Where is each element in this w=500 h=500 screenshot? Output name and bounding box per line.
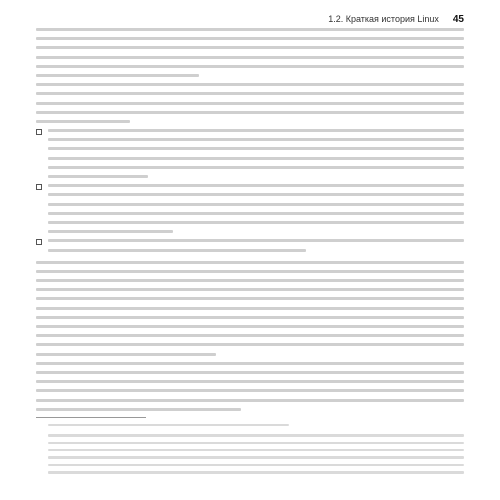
footnote-divider	[36, 417, 146, 418]
list-item	[36, 129, 464, 184]
checkbox-bullet-icon	[36, 129, 42, 135]
footnote-marker	[36, 424, 42, 431]
running-header	[36, 14, 464, 28]
page-number: 45	[452, 14, 464, 25]
footnote	[36, 424, 464, 431]
checkbox-bullet-icon	[36, 184, 42, 190]
bullet-list	[36, 129, 464, 258]
paragraph	[36, 28, 464, 77]
running-header-title: 1.2. Краткая история Linux	[328, 14, 439, 24]
paragraph	[36, 261, 464, 356]
footnote	[36, 434, 464, 478]
list-item	[36, 239, 464, 257]
footnote-marker	[36, 434, 42, 478]
list-item	[36, 184, 464, 239]
paragraph	[36, 83, 464, 123]
checkbox-bullet-icon	[36, 239, 42, 245]
paragraph	[36, 362, 464, 411]
main-text	[36, 28, 464, 479]
